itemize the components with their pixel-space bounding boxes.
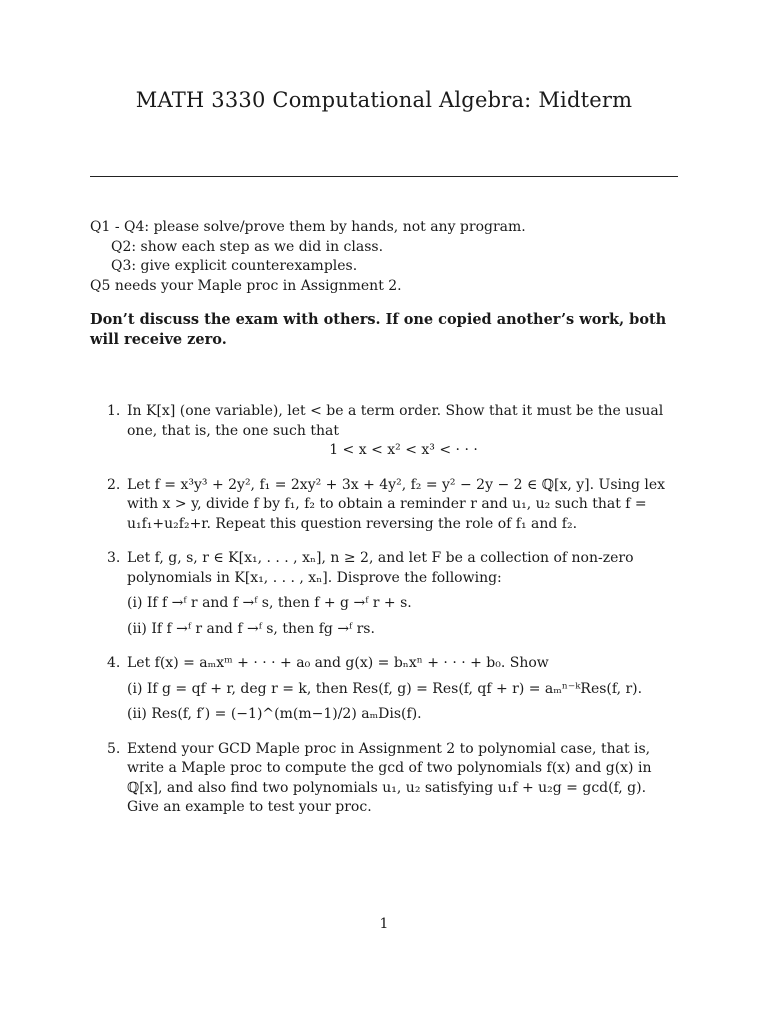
instructions xyxy=(90,218,690,296)
problem-text: Let f(x) = aₘxᵐ + · · · + a₀ and g(x) = bₙxⁿ + · · · + b₀. Show xyxy=(127,655,549,671)
exam-warning: Don’t discuss the exam with others. If one copied another’s work, both will receive zero. xyxy=(90,311,667,348)
problem-list xyxy=(90,402,680,833)
problem-number: 5. xyxy=(107,740,121,757)
page-title: MATH 3330 Computational Algebra: Midterm xyxy=(135,88,633,112)
problem-3 xyxy=(90,549,680,639)
problem-part: (ii) If f →ᶠ r and f →ᶠ s, then fg →ᶠ rs. xyxy=(127,620,375,637)
instruction-line: Q1 - Q4: please solve/prove them by hands, not any program. xyxy=(90,219,526,235)
problem-text: In K[x] (one variable), let < be a term order. Show that it must be the usual one, that is, the one such that xyxy=(127,403,664,439)
problem-4 xyxy=(90,654,680,725)
instruction-line: Q5 needs your Maple proc in Assignment 2. xyxy=(90,277,402,294)
display-formula: 1 < x < x² < x³ < · · · xyxy=(329,442,478,458)
instruction-line: Q2: show each step as we did in class. xyxy=(111,238,384,255)
problem-5 xyxy=(90,740,680,818)
title-divider xyxy=(90,176,678,177)
problem-text: Let f, g, s, r ∈ K[x₁, . . . , xₙ], n ≥ 2, and let F be a collection of non-zero polynomials in K[x₁, . . . , xₙ]. Disprove the following: xyxy=(127,550,634,586)
problem-2 xyxy=(90,476,680,535)
problem-part: (i) If f →ᶠ r and f →ᶠ s, then f + g →ᶠ r + s. xyxy=(127,595,412,611)
problem-part: (i) If g = qf + r, deg r = k, then Res(f, g) = Res(f, qf + r) = aₘⁿ⁻ᵏRes(f, r). xyxy=(127,680,643,697)
problem-number: 1. xyxy=(107,403,121,419)
problem-1 xyxy=(90,402,680,461)
page-number: 1 xyxy=(379,916,389,932)
problem-number: 4. xyxy=(107,655,121,671)
problem-number: 2. xyxy=(107,476,121,493)
problem-number: 3. xyxy=(107,550,121,566)
problem-part: (ii) Res(f, f′) = (−1)^(m(m−1)/2) aₘDis(f). xyxy=(127,706,422,722)
instruction-line: Q3: give explicit counterexamples. xyxy=(111,258,358,274)
problem-text: Extend your GCD Maple proc in Assignment 2 to polynomial case, that is, write a Maple proc to compute the gcd of two polynomials f(x) and g(x) in ℚ[x], and also find two polynomials u₁, u₂ satisfying u₁f + u₂g = gcd(f, g). Give an example to test your proc. xyxy=(127,740,652,815)
problem-text: Let f = x³y³ + 2y², f₁ = 2xy² + 3x + 4y², f₂ = y² − 2y − 2 ∈ ℚ[x, y]. Using lex with x > y, divide f by f₁, f₂ to obtain a reminder r and u₁, u₂ such that f = u₁f₁+u₂f₂+r. Repeat this question reversing the role of f₁ and f₂. xyxy=(127,476,666,532)
